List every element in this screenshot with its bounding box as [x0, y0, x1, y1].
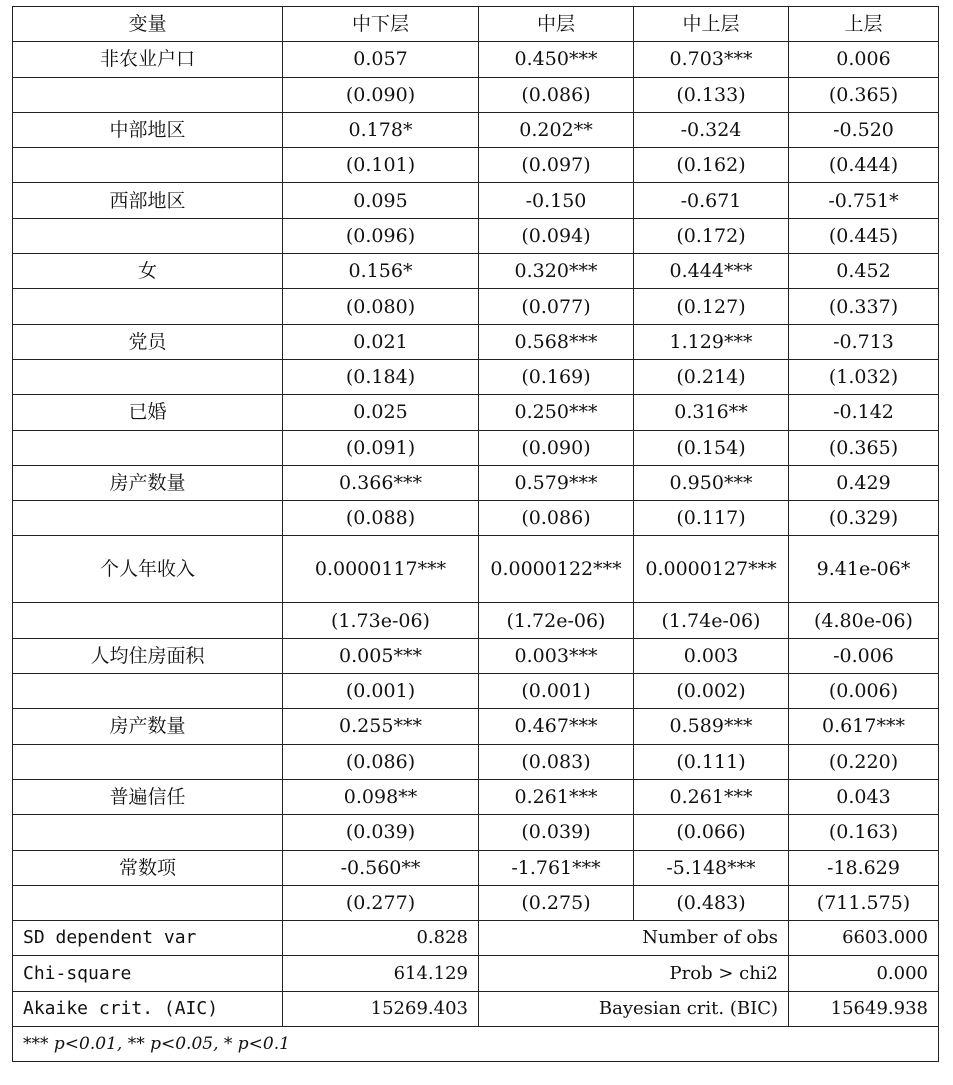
table-cell: 0.003***: [479, 638, 634, 673]
coefficient-row: [13, 638, 939, 673]
table-cell: (0.127): [634, 289, 789, 324]
table-cell: (0.275): [479, 885, 634, 920]
table-cell: 0.579***: [479, 465, 634, 500]
variable-label: [13, 77, 283, 112]
coefficient-row: [13, 465, 939, 500]
table-cell: -18.629: [789, 850, 939, 885]
table-cell: (0.214): [634, 359, 789, 394]
table-cell: 0.0000127***: [634, 536, 789, 603]
table-cell: (0.088): [283, 501, 479, 536]
stat-label: Akaike crit. (AIC): [13, 991, 283, 1026]
variable-label: 中部地区: [13, 112, 283, 147]
table-cell: 0.202**: [479, 112, 634, 147]
table-cell: 0.098**: [283, 779, 479, 814]
stat-label: Bayesian crit. (BIC): [479, 991, 789, 1026]
table-cell: (0.277): [283, 885, 479, 920]
table-cell: (711.575): [789, 885, 939, 920]
coefficient-row: [13, 536, 939, 603]
variable-label: 已婚: [13, 395, 283, 430]
stderr-row: [13, 289, 939, 324]
table-cell: -5.148***: [634, 850, 789, 885]
table-cell: (0.091): [283, 430, 479, 465]
coefficient-row: [13, 709, 939, 744]
table-cell: (0.001): [283, 674, 479, 709]
note-row: [13, 1027, 939, 1062]
table-cell: 0.450***: [479, 42, 634, 77]
stderr-row: [13, 674, 939, 709]
stat-value: 614.129: [283, 956, 479, 991]
stat-value: 15649.938: [789, 991, 939, 1026]
table-cell: 0.568***: [479, 324, 634, 359]
table-cell: (0.086): [479, 501, 634, 536]
table-cell: (0.365): [789, 77, 939, 112]
stat-value: 6603.000: [789, 921, 939, 956]
table-cell: 0.703***: [634, 42, 789, 77]
coefficient-row: [13, 112, 939, 147]
stat-label: SD dependent var: [13, 921, 283, 956]
table-cell: 0.021: [283, 324, 479, 359]
table-cell: (0.097): [479, 148, 634, 183]
table-cell: 0.429: [789, 465, 939, 500]
table-cell: -0.671: [634, 183, 789, 218]
variable-label: [13, 430, 283, 465]
stderr-row: [13, 359, 939, 394]
stat-value: 0.828: [283, 921, 479, 956]
table-cell: 0.178*: [283, 112, 479, 147]
table-cell: (0.039): [479, 815, 634, 850]
variable-label: 房产数量: [13, 709, 283, 744]
variable-label: [13, 744, 283, 779]
coefficient-row: [13, 42, 939, 77]
table-cell: 0.057: [283, 42, 479, 77]
table-cell: (0.220): [789, 744, 939, 779]
table-cell: 0.366***: [283, 465, 479, 500]
stat-value: 15269.403: [283, 991, 479, 1026]
stats-body: [13, 921, 939, 1027]
regression-table: [12, 6, 939, 1062]
table-cell: (0.094): [479, 218, 634, 253]
table-cell: (0.184): [283, 359, 479, 394]
table-cell: (0.162): [634, 148, 789, 183]
table-cell: (1.72e-06): [479, 603, 634, 638]
coefficient-row: [13, 254, 939, 289]
table-body: [13, 42, 939, 921]
table-cell: (0.096): [283, 218, 479, 253]
table-cell: -0.142: [789, 395, 939, 430]
stderr-row: [13, 148, 939, 183]
header-middle: 中层: [479, 7, 634, 42]
coefficient-row: [13, 850, 939, 885]
table-cell: 0.043: [789, 779, 939, 814]
table-cell: (0.329): [789, 501, 939, 536]
table-cell: (0.006): [789, 674, 939, 709]
variable-label: [13, 218, 283, 253]
header-upper: 上层: [789, 7, 939, 42]
table-cell: -0.324: [634, 112, 789, 147]
table-cell: 0.589***: [634, 709, 789, 744]
table-cell: (0.002): [634, 674, 789, 709]
table-cell: (0.169): [479, 359, 634, 394]
table-cell: 0.156*: [283, 254, 479, 289]
table-cell: (0.086): [283, 744, 479, 779]
table-cell: (0.083): [479, 744, 634, 779]
table-cell: (0.172): [634, 218, 789, 253]
table-cell: 0.0000117***: [283, 536, 479, 603]
table-cell: (0.001): [479, 674, 634, 709]
table-cell: (1.73e-06): [283, 603, 479, 638]
header-upper-middle: 中上层: [634, 7, 789, 42]
table-cell: (0.077): [479, 289, 634, 324]
variable-label: [13, 359, 283, 394]
stderr-row: [13, 885, 939, 920]
table-cell: 0.255***: [283, 709, 479, 744]
table-cell: (4.80e-06): [789, 603, 939, 638]
table-cell: 0.444***: [634, 254, 789, 289]
table-cell: -0.150: [479, 183, 634, 218]
variable-label: 常数项: [13, 850, 283, 885]
stat-label: Number of obs: [479, 921, 789, 956]
table-cell: -1.761***: [479, 850, 634, 885]
table-cell: 0.095: [283, 183, 479, 218]
table-cell: 0.467***: [479, 709, 634, 744]
variable-label: [13, 148, 283, 183]
variable-label: 人均住房面积: [13, 638, 283, 673]
table-cell: 9.41e-06*: [789, 536, 939, 603]
stat-row: [13, 921, 939, 956]
coefficient-row: [13, 324, 939, 359]
variable-label: [13, 501, 283, 536]
table-cell: (0.154): [634, 430, 789, 465]
table-cell: 1.129***: [634, 324, 789, 359]
table-cell: (0.444): [789, 148, 939, 183]
table-cell: (0.365): [789, 430, 939, 465]
table-cell: 0.250***: [479, 395, 634, 430]
table-cell: (0.039): [283, 815, 479, 850]
table-cell: 0.261***: [479, 779, 634, 814]
table-cell: 0.006: [789, 42, 939, 77]
coefficient-row: [13, 183, 939, 218]
table-cell: (0.133): [634, 77, 789, 112]
table-cell: (0.080): [283, 289, 479, 324]
regression-table-container: [12, 6, 938, 1062]
variable-label: 党员: [13, 324, 283, 359]
table-cell: 0.452: [789, 254, 939, 289]
table-cell: (0.066): [634, 815, 789, 850]
table-cell: 0.261***: [634, 779, 789, 814]
coefficient-row: [13, 395, 939, 430]
table-cell: 0.617***: [789, 709, 939, 744]
table-cell: (0.101): [283, 148, 479, 183]
table-cell: -0.713: [789, 324, 939, 359]
variable-label: 个人年收入: [13, 536, 283, 603]
variable-label: 女: [13, 254, 283, 289]
header-row: [13, 7, 939, 42]
table-cell: (0.337): [789, 289, 939, 324]
table-cell: 0.0000122***: [479, 536, 634, 603]
stat-label: Prob > chi2: [479, 956, 789, 991]
stderr-row: [13, 430, 939, 465]
stderr-row: [13, 218, 939, 253]
table-cell: (1.74e-06): [634, 603, 789, 638]
variable-label: [13, 815, 283, 850]
header-variable: 变量: [13, 7, 283, 42]
stderr-row: [13, 815, 939, 850]
variable-label: 房产数量: [13, 465, 283, 500]
variable-label: [13, 674, 283, 709]
variable-label: [13, 603, 283, 638]
variable-label: 普遍信任: [13, 779, 283, 814]
stderr-row: [13, 744, 939, 779]
table-cell: 0.003: [634, 638, 789, 673]
table-cell: -0.520: [789, 112, 939, 147]
header-lower-middle: 中下层: [283, 7, 479, 42]
variable-label: [13, 289, 283, 324]
table-cell: 0.005***: [283, 638, 479, 673]
stderr-row: [13, 603, 939, 638]
table-cell: (1.032): [789, 359, 939, 394]
table-cell: (0.117): [634, 501, 789, 536]
table-cell: (0.090): [283, 77, 479, 112]
table-cell: (0.111): [634, 744, 789, 779]
stderr-row: [13, 77, 939, 112]
variable-label: 非农业户口: [13, 42, 283, 77]
table-cell: 0.320***: [479, 254, 634, 289]
table-cell: -0.006: [789, 638, 939, 673]
stat-row: [13, 956, 939, 991]
variable-label: 西部地区: [13, 183, 283, 218]
variable-label: [13, 885, 283, 920]
table-cell: 0.950***: [634, 465, 789, 500]
table-cell: 0.025: [283, 395, 479, 430]
table-cell: (0.163): [789, 815, 939, 850]
table-cell: (0.086): [479, 77, 634, 112]
stderr-row: [13, 501, 939, 536]
stat-row: [13, 991, 939, 1026]
table-cell: -0.560**: [283, 850, 479, 885]
table-cell: -0.751*: [789, 183, 939, 218]
table-cell: 0.316**: [634, 395, 789, 430]
table-cell: (0.445): [789, 218, 939, 253]
coefficient-row: [13, 779, 939, 814]
table-cell: (0.090): [479, 430, 634, 465]
table-cell: (0.483): [634, 885, 789, 920]
significance-note: *** p<0.01, ** p<0.05, * p<0.1: [13, 1027, 939, 1062]
stat-value: 0.000: [789, 956, 939, 991]
stat-label: Chi-square: [13, 956, 283, 991]
